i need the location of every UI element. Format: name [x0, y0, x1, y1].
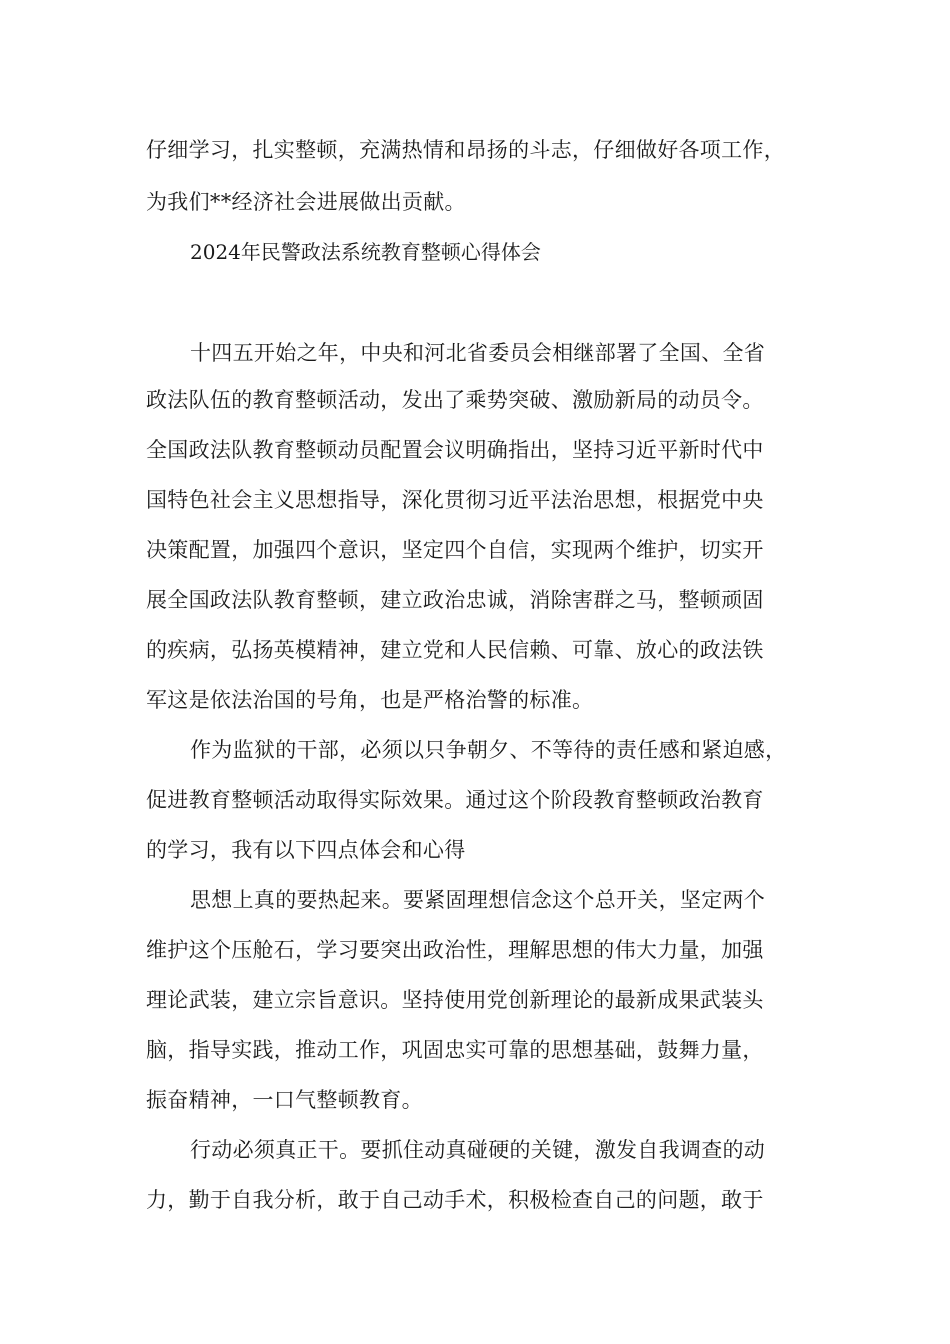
- text-line: 决策配置，加强四个意识，坚定四个自信，实现两个维护，切实开: [146, 538, 764, 562]
- text-line: 力，勤于自我分析，敢于自己动手术，积极检查自己的问题，敢于: [146, 1188, 764, 1212]
- text-line: 思想上真的要热起来。要紧固理想信念这个总开关，坚定两个: [190, 888, 766, 912]
- text-line: 为我们**经济社会进展做出贡献。: [146, 190, 466, 214]
- text-line: 作为监狱的干部，必须以只争朝夕、不等待的责任感和紧迫感，: [190, 738, 787, 762]
- text-line: 维护这个压舱石，学习要突出政治性，理解思想的伟大力量，加强: [146, 938, 764, 962]
- text-line: 行动必须真正干。要抓住动真碰硬的关键，激发自我调查的动: [190, 1138, 766, 1162]
- text-line: 展全国政法队教育整顿，建立政治忠诚，消除害群之马，整顿顽固: [146, 588, 764, 612]
- text-line: 振奋精神，一口气整顿教育。: [146, 1088, 423, 1112]
- text-line: 的疾病，弘扬英模精神，建立党和人民信赖、可靠、放心的政法铁: [146, 638, 764, 662]
- text-line: 脑，指导实践，推动工作，巩固忠实可靠的思想基础，鼓舞力量，: [146, 1038, 764, 1062]
- text-line: 全国政法队教育整顿动员配置会议明确指出，坚持习近平新时代中: [146, 438, 764, 462]
- text-line: 政法队伍的教育整顿活动，发出了乘势突破、激励新局的动员令。: [146, 388, 764, 412]
- text-line: 仔细学习，扎实整顿，充满热情和昂扬的斗志，仔细做好各项工作，: [146, 138, 785, 162]
- text-line: 促进教育整顿活动取得实际效果。通过这个阶段教育整顿政治教育: [146, 788, 764, 812]
- document-title: 2024年民警政法系统教育整顿心得体会: [190, 240, 541, 264]
- text-line: 军这是依法治国的号角，也是严格治警的标准。: [146, 688, 594, 712]
- text-line: 理论武装，建立宗旨意识。坚持使用党创新理论的最新成果武装头: [146, 988, 764, 1012]
- text-line: 十四五开始之年，中央和河北省委员会相继部署了全国、全省: [190, 341, 766, 365]
- text-line: 国特色社会主义思想指导，深化贯彻习近平法治思想，根据党中央: [146, 488, 764, 512]
- text-line: 的学习，我有以下四点体会和心得: [146, 838, 466, 862]
